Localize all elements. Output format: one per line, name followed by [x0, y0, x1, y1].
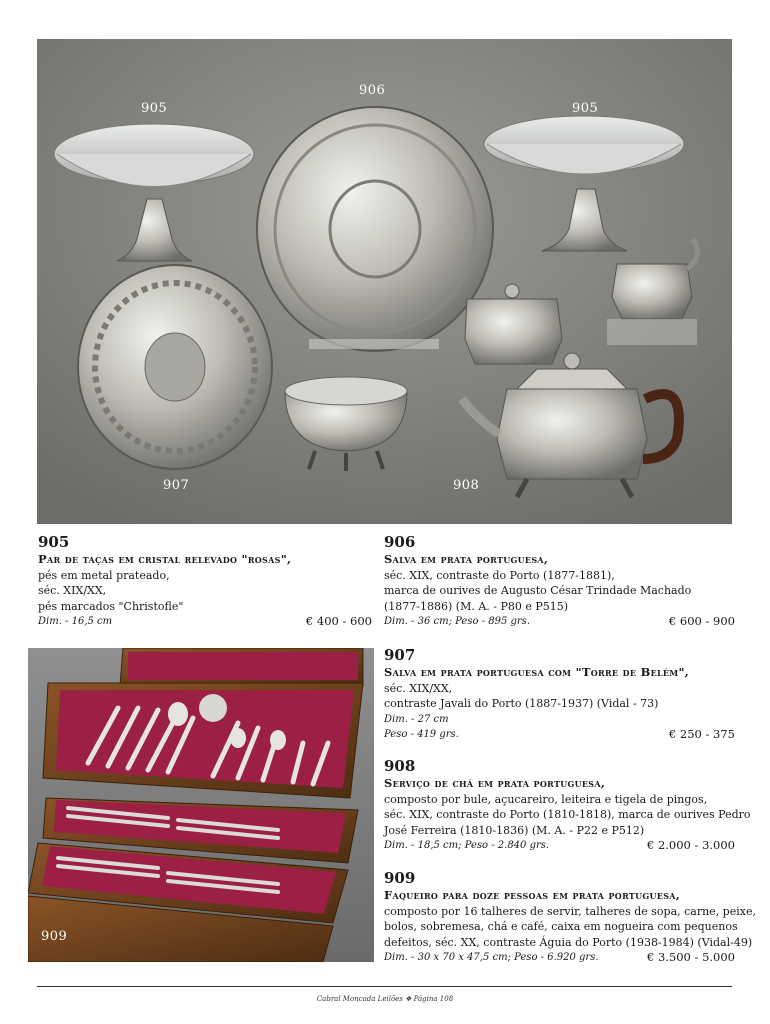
- lot-estimate: € 250 - 375: [668, 727, 735, 741]
- lot-estimate: € 600 - 900: [668, 614, 735, 628]
- top-photo: [37, 39, 732, 524]
- lot-desc-line: composto por 16 talheres de servir, talheres de sopa, carne, peixe,: [384, 904, 756, 918]
- photo-label-905-left: 905: [141, 101, 168, 116]
- lot-weight: Peso - 419 grs.: [384, 729, 459, 740]
- lot-estimate: € 2.000 - 3.000: [646, 838, 735, 852]
- lot-desc-line: pés em metal prateado,: [38, 568, 170, 582]
- lot-dims-row: [38, 614, 372, 630]
- lot-title: Salva em prata portuguesa com "Torre de Belém",: [384, 665, 690, 679]
- lot-desc-line: séc. XIX, contraste do Porto (1877-1881),: [384, 568, 615, 582]
- lot-desc-line: séc. XIX/XX,: [38, 584, 107, 597]
- lot-dims-row: [384, 838, 735, 854]
- teapot-908: [497, 389, 647, 479]
- lot-dimensions: Dim. - 30 x 70 x 47,5 cm; Peso - 6.920 grs.: [384, 952, 599, 963]
- lot-title: Faqueiro para doze pessoas em prata portuguesa,: [384, 888, 681, 902]
- lot-905: [38, 534, 372, 630]
- photo-label-906: 906: [359, 83, 386, 98]
- lot-desc-line: (1877-1886) (M. A. - P80 e P515): [384, 599, 569, 613]
- lot-desc-line: defeitos, séc. XX, contraste Águia do Porto (1938-1984) (Vidal-49): [384, 935, 753, 949]
- lot-906: [384, 534, 735, 630]
- lot-desc-line: bolos, sobremesa, chá e café, caixa em nogueira com pequenos: [384, 920, 738, 933]
- lot-909: [384, 869, 756, 966]
- lot-desc-line: pés marcados "Christofle": [38, 599, 184, 613]
- lot-907: [384, 647, 735, 743]
- footer-rule: [37, 986, 732, 987]
- lot-number: 909: [384, 869, 416, 887]
- bottom-photo: [28, 648, 374, 962]
- lot-number: 907: [384, 646, 416, 664]
- lot-desc-line: composto por bule, açucareiro, leiteira e tigela de pingos,: [384, 792, 708, 806]
- lot-dimensions: Dim. - 27 cm: [384, 713, 449, 725]
- photo-label-908: 908: [453, 478, 480, 493]
- lot-dimensions: Dim. - 16,5 cm: [38, 616, 113, 627]
- lot-estimate: € 400 - 600: [305, 614, 372, 628]
- lot-number: 906: [384, 533, 416, 551]
- lot-desc-line: séc. XIX, contraste do Porto (1810-1818), marca de ourives Pedro: [384, 808, 751, 821]
- lot-desc-line: marca de ourives de Augusto César Trindade Machado: [384, 584, 692, 597]
- lot-estimate: € 3.500 - 5.000: [646, 950, 735, 964]
- lot-desc-line: José Ferreira (1810-1836) (M. A. - P22 e P512): [384, 823, 645, 837]
- lot-dims-row: [384, 950, 735, 966]
- lot-desc-line: séc. XIX/XX,: [384, 681, 453, 695]
- photo-label-907: 907: [163, 478, 190, 493]
- page-footer: Cabral Moncada Leilões ❖ Página 108: [316, 995, 454, 1003]
- lot-number: 908: [384, 757, 416, 775]
- lot-dimensions: Dim. - 18,5 cm; Peso - 2.840 grs.: [384, 840, 550, 851]
- lot-desc-line: contraste Javali do Porto (1887-1937) (Vidal - 73): [384, 697, 659, 710]
- lot-title: Par de taças em cristal relevado "rosas",: [38, 552, 292, 566]
- lot-dims-row: [384, 614, 735, 630]
- lot-weight-row: [384, 727, 735, 743]
- lot-908: [384, 757, 751, 854]
- lot-title: Salva em prata portuguesa,: [384, 552, 549, 566]
- photo-label-905-right: 905: [572, 101, 599, 116]
- lot-dimensions: Dim. - 36 cm; Peso - 895 grs.: [384, 616, 530, 627]
- lot-number: 905: [38, 533, 70, 551]
- tray-906: [257, 107, 493, 351]
- lot-dims-row: [384, 712, 735, 728]
- photo-label-909: 909: [41, 929, 68, 944]
- lot-title: Serviço de chá em prata portuguesa,: [384, 776, 606, 790]
- canteen-of-cutlery-photo: [28, 648, 374, 962]
